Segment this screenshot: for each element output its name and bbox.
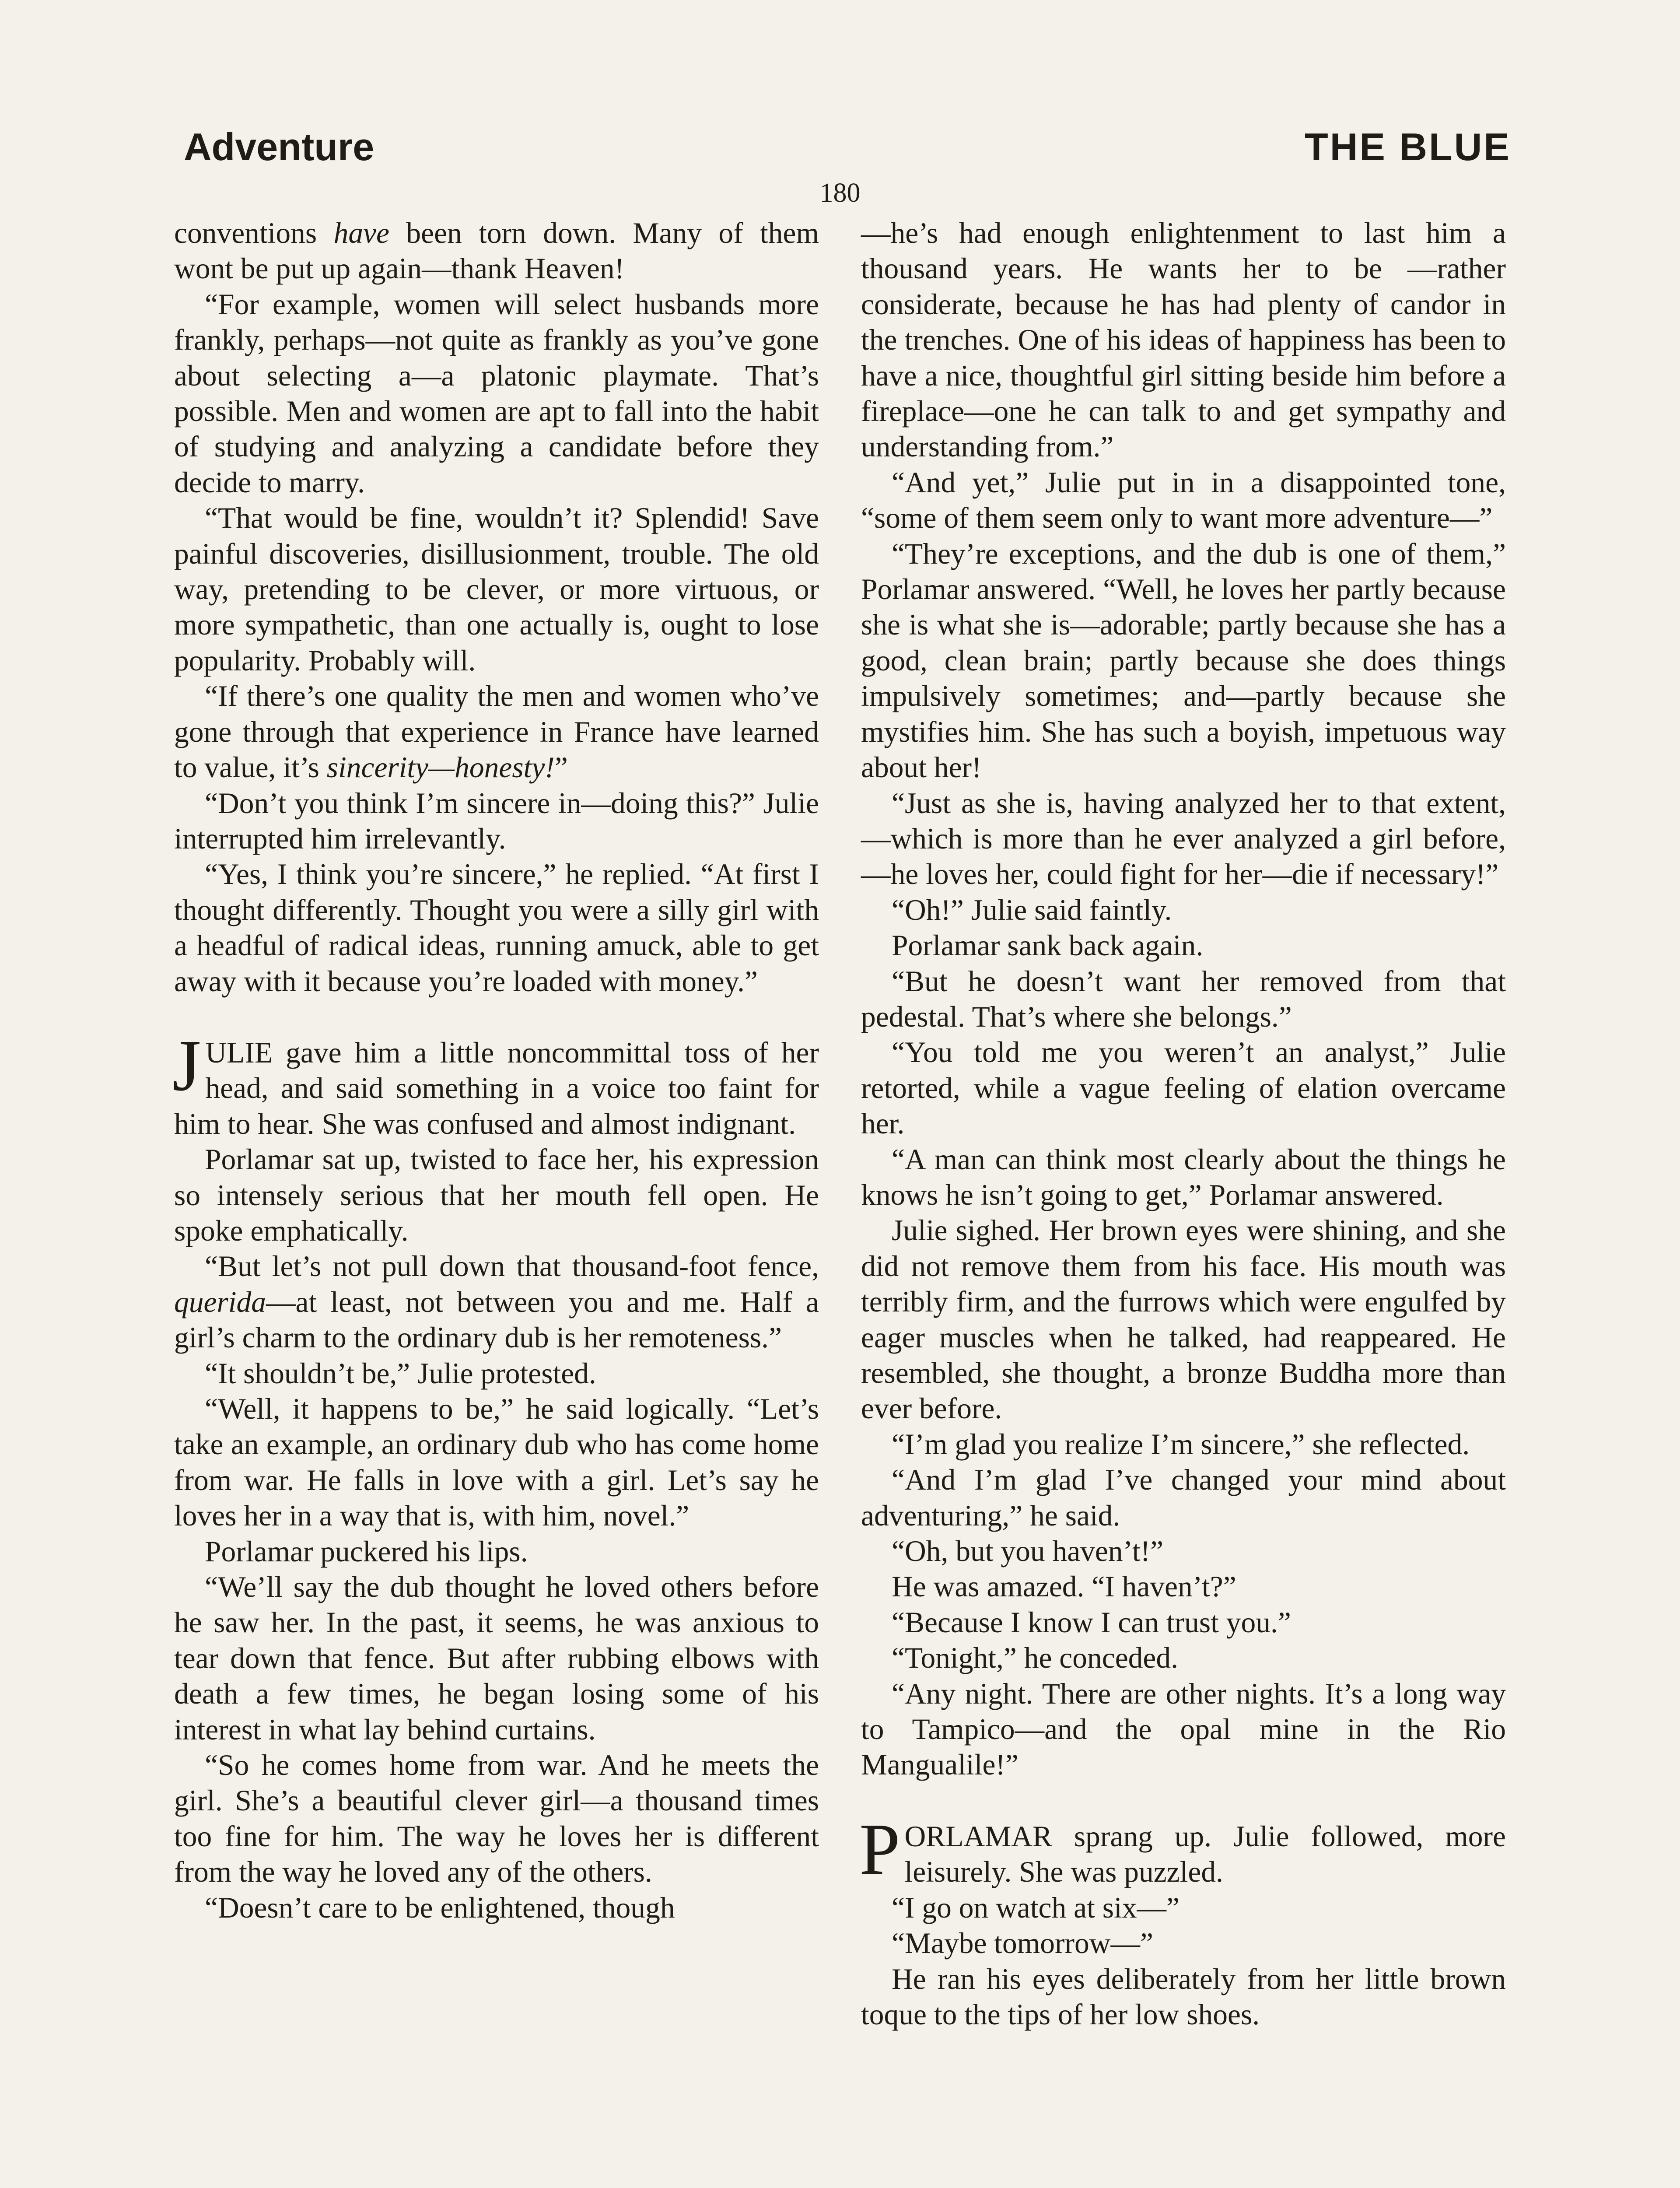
paragraph	[861, 1213, 1506, 1426]
paragraph	[174, 1569, 819, 1747]
paragraph-text: “Doesn’t care to be enlightened, though	[205, 1891, 675, 1924]
paragraph-text: “Don’t you think I’m sincere in—doing this?” Julie interrupted him irrelevantly.	[174, 786, 819, 855]
paragraph-text: “We’ll say the dub thought he loved others before he saw her. In the past, it seems, he was anxious to tear down that fence. But after rubbing elbows with death a few times, he began losing some of his interest in what lay behind curtains.	[174, 1571, 819, 1746]
paragraph	[174, 1747, 819, 1890]
running-header-right: THE BLUE	[1305, 125, 1511, 168]
paragraph	[861, 892, 1506, 928]
paragraph-text: ULIE gave him a little noncommittal toss of her head, and said something in a voice too faint for him to hear. She was confused and almost indignant.	[174, 1036, 819, 1140]
paragraph-text: “Any night. There are other nights. It’s a long way to Tampico—and the opal mine in the Rio Mangualile!”	[861, 1677, 1506, 1781]
paragraph	[861, 1533, 1506, 1569]
paragraph-text: “They’re exceptions, and the dub is one of them,” Porlamar answered. “Well, he loves her partly because she is what she is—adorable; partly because she has a good, clean brain; partly because she does things impulsively sometimes; and—partly because she mystifies him. She has such a boyish, impetuous way about her!	[861, 537, 1506, 784]
paragraph-text: “Well, it happens to be,” he said logically. “Let’s take an example, an ordinary dub who has come home from war. He falls in love with a girl. Let’s say he loves her in a way that is, with him, novel.”	[174, 1392, 819, 1532]
paragraph-text: “For example, women will select husbands more frankly, perhaps—not quite as frankly as you’ve gone about selecting a—a platonic playmate. That’s possible. Men and women are apt to fall into the habit of studying and analyzing a candidate before they decide to marry.	[174, 288, 819, 499]
paragraph-text: “A man can think most clearly about the things he knows he isn’t going to get,” Porlamar answered.	[861, 1143, 1506, 1211]
paragraph	[174, 678, 819, 785]
paragraph-text: —he’s had enough enlightenment to last him a thousand years. He wants her to be —rather considerate, because he has had plenty of candor in the trenches. One of his ideas of happiness has been to have a nice, thoughtful girl sitting beside him before a fireplace—one he can talk to and get sympathy and understanding from.”	[861, 217, 1506, 463]
paragraph-text: “If there’s one quality the men and women who’ve gone through that experience in France have learned to value, it’s sincerity—honesty!”	[174, 680, 819, 784]
paragraph-text: Porlamar sat up, twisted to face her, his expression so intensely serious that her mouth fell open. He spoke emphatically.	[174, 1143, 819, 1247]
paragraph	[861, 1961, 1506, 2033]
paragraph	[174, 287, 819, 500]
paragraph	[861, 964, 1506, 1035]
paragraph	[861, 1427, 1506, 1462]
paragraph	[174, 785, 819, 857]
paragraph	[861, 785, 1506, 892]
paragraph	[861, 1640, 1506, 1676]
paragraph-text: He was amazed. “I haven’t?”	[892, 1570, 1236, 1603]
paragraph-text: “Oh, but you haven’t!”	[892, 1535, 1164, 1568]
paragraph	[174, 1890, 819, 1925]
paragraph	[861, 1462, 1506, 1533]
paragraph	[861, 215, 1506, 465]
paragraph-text: “I’m glad you realize I’m sincere,” she reflected.	[892, 1427, 1470, 1461]
paragraph	[861, 928, 1506, 963]
paragraph-text: “Because I know I can trust you.”	[892, 1606, 1291, 1639]
page-number: 180	[819, 178, 861, 208]
paragraph	[174, 215, 819, 287]
paragraph-text: “You told me you weren’t an analyst,” Julie retorted, while a vague feeling of elation overcame her.	[861, 1036, 1506, 1140]
paragraph	[861, 1925, 1506, 1961]
paragraph-text: “Oh!” Julie said faintly.	[892, 893, 1172, 926]
paragraph-text: “That would be fine, wouldn’t it? Splendid! Save painful discoveries, disillusionment, trouble. The old way, pretending to be clever, or more virtuous, or more sympathetic, than one actually is, ought to lose popularity. Probably will.	[174, 501, 819, 677]
running-header-left: Adventure	[184, 125, 374, 168]
paragraph	[174, 500, 819, 678]
paragraph-text: ORLAMAR sprang up. Julie followed, more leisurely. She was puzzled.	[904, 1820, 1506, 1889]
left-text-column	[174, 215, 819, 1925]
paragraph	[174, 1142, 819, 1248]
paragraph-text: Julie sighed. Her brown eyes were shining, and she did not remove them from his face. His mouth was terribly firm, and the furrows which were engulfed by eager muscles when he talked, had reappeared. He resembled, she thought, a bronze Buddha more than ever before.	[861, 1214, 1506, 1425]
drop-cap: J	[172, 1024, 201, 1106]
paragraph	[861, 536, 1506, 785]
paragraph	[174, 1356, 819, 1391]
paragraph-text: “But he doesn’t want her removed from that pedestal. That’s where she belongs.”	[861, 964, 1506, 1033]
paragraph-text: “Maybe tomorrow—”	[892, 1927, 1153, 1960]
paragraph-text: “And yet,” Julie put in in a disappointed tone, “some of them seem only to want more adventure—”	[861, 466, 1506, 535]
right-text-column	[861, 215, 1506, 2032]
paragraph	[174, 856, 819, 999]
paragraph	[861, 1569, 1506, 1604]
paragraph-text: “But let’s not pull down that thousand-foot fence, querida—at least, not between you and me. Half a girl’s charm to the ordinary dub is her remoteness.”	[174, 1250, 819, 1354]
paragraph-text: Porlamar sank back again.	[892, 929, 1204, 962]
paragraph-text: “Tonight,” he conceded.	[892, 1641, 1178, 1675]
paragraph-text: “And I’m glad I’ve changed your mind about adventuring,” he said.	[861, 1463, 1506, 1532]
paragraph-text: conventions have been torn down. Many of them wont be put up again—thank Heaven!	[174, 217, 819, 285]
section-opening-paragraph	[172, 1024, 819, 1142]
paragraph	[861, 1142, 1506, 1213]
paragraph-text: “So he comes home from war. And he meets the girl. She’s a beautiful clever girl—a thousand times too fine for him. The way he loves her is different from the way he loved any of the others.	[174, 1749, 819, 1889]
paragraph	[861, 1676, 1506, 1783]
paragraph	[861, 1034, 1506, 1141]
section-opening-paragraph	[859, 1808, 1506, 1890]
paragraph-text: Porlamar puckered his lips.	[205, 1535, 528, 1568]
drop-cap: P	[859, 1808, 900, 1890]
paragraph	[174, 1391, 819, 1534]
paragraph-text: “Just as she is, having analyzed her to that extent,—which is more than he ever analyzed a girl before,—he loves her, could fight for her—die if necessary!”	[861, 786, 1506, 891]
paragraph	[174, 1534, 819, 1569]
paragraph	[861, 1890, 1506, 1925]
paragraph	[861, 465, 1506, 536]
paragraph-text: “It shouldn’t be,” Julie protested.	[205, 1357, 596, 1390]
paragraph-text: He ran his eyes deliberately from her little brown toque to the tips of her low shoes.	[861, 1962, 1506, 2031]
paragraph-text: “I go on watch at six—”	[892, 1891, 1180, 1924]
paragraph	[861, 1605, 1506, 1640]
paragraph	[174, 1248, 819, 1355]
paragraph-text: “Yes, I think you’re sincere,” he replied. “At first I thought differently. Thought you were a silly girl with a headful of radical ideas, running amuck, able to get away with it because you’re loaded with money.”	[174, 858, 819, 998]
